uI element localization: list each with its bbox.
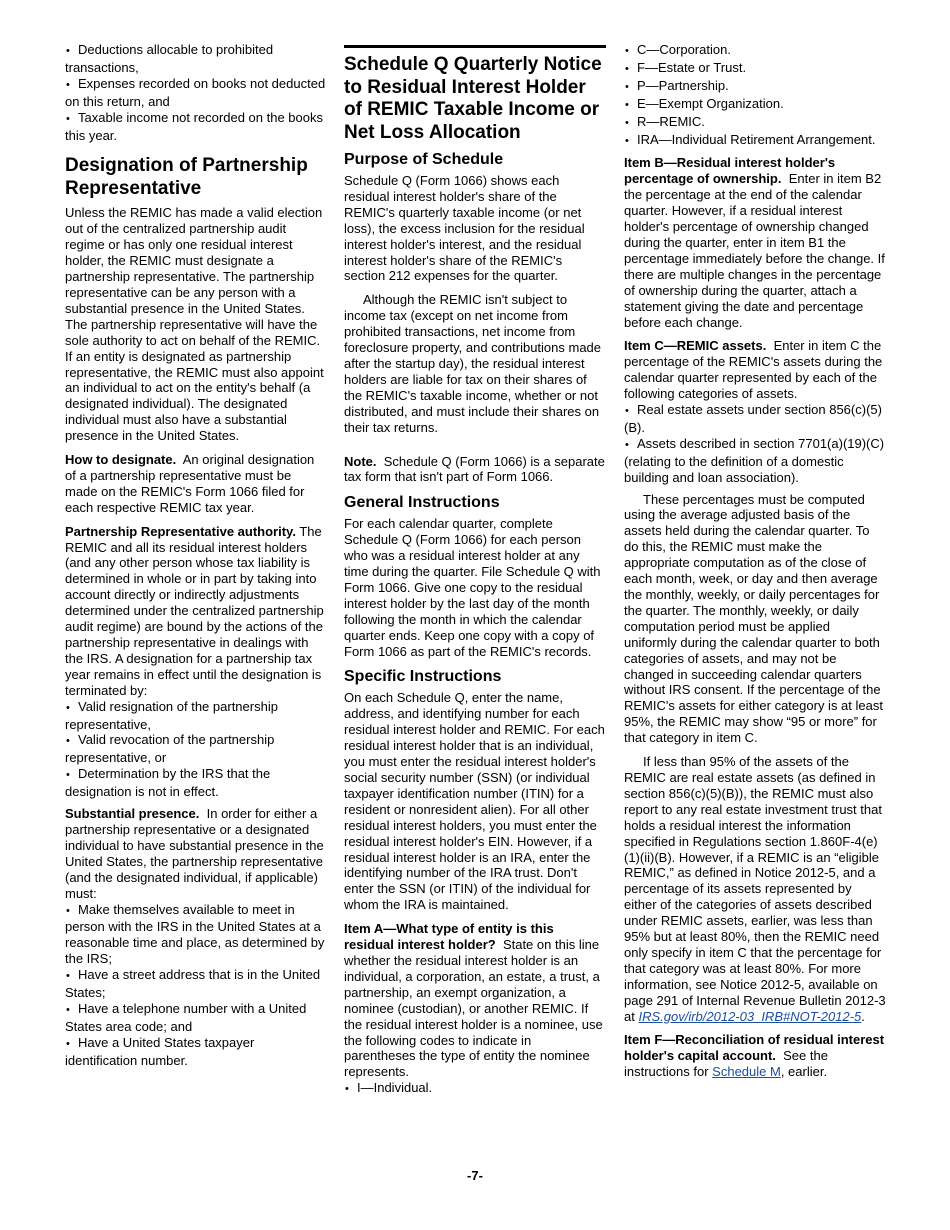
column-left bbox=[65, 42, 327, 1069]
run-in-heading: How to designate. bbox=[65, 452, 177, 468]
paragraph-authority bbox=[65, 524, 327, 699]
punctuation: , earlier. bbox=[780, 1064, 828, 1080]
bullet-item: • Real estate assets under section 856(c)(5)(B). bbox=[624, 402, 886, 436]
paragraph-text: State on this line whether the residual interest holder is an individual, a corporation, an estate, a trust, a partnership, an exempt organization, a nominee (custodian), or another REMIC. If the residual interest holder is a nominee, use the following codes to indicate in parentheses the type of entity the nominee represents. bbox=[344, 937, 603, 1080]
bullet-item: • Determination by the IRS that the designation is not in effect. bbox=[65, 766, 327, 800]
paragraph-purpose-tax: Although the REMIC isn't subject to income tax (except on net income from prohibited transactions, net income from foreclosure property, and contributions made after the startup day), the residual interest holders are liable for tax on their shares of the REMIC's taxable income, whether or not distributed, and must include their shares on their tax returns. bbox=[344, 292, 602, 435]
paragraph-computation: These percentages must be computed using the average adjusted basis of the assets held during the calendar quarter. To do this, the REMIC must make the appropriate computation as of the close of each month, week, or day and then average the monthly, weekly, or daily percentages for the quarter. The monthly, weekly, or daily computation period must be applied uniformly during the calendar quarter to both categories of assets, and may not be changed in succeeding calendar quarters without IRS consent. If the percentage of the REMIC's assets for either category is at least 95%, the REMIC may show “95 or more” for that category in item C. bbox=[624, 491, 883, 746]
heading-general-instructions: General Instructions bbox=[344, 494, 500, 512]
section-rule bbox=[344, 45, 606, 48]
paragraph-item-b bbox=[624, 155, 886, 330]
bullet-item: • R—REMIC. bbox=[624, 114, 886, 132]
paragraph-text: Enter in item C the percentage of the REMIC's assets during the calendar quarter represented by each of the following categories of assets. bbox=[624, 338, 883, 402]
bullet-item: • Valid resignation of the partnership representative, bbox=[65, 699, 327, 733]
run-in-heading: Substantial presence. bbox=[65, 806, 200, 822]
bullet-item: • Have a telephone number with a United States area code; and bbox=[65, 1001, 327, 1035]
bullet-item: • P—Partnership. bbox=[624, 78, 886, 96]
paragraph-text: If less than 95% of the assets of the REMIC are real estate assets (as defined in section 856(c)(5)(B)), the REMIC must also report to any real estate investment trust that holds a residual interest the information specified in Regulations section 1.860F-4(e)(1)(ii)(B). However, if a REMIC is an “eligible REMIC,” as defined in Notice 2012-5, and a percentage of its assets represented by either of the categories of assets described under REMIC assets, earlier, was less than 95% but at least 80%, then the REMIC need only specify in item C that the percentage for that category was at least 80%. For more information, see Notice 2012-5, available on page 291 of Internal Revenue Bulletin 2012-3 at bbox=[624, 754, 886, 1024]
schedule-m-link[interactable]: Schedule M bbox=[712, 1064, 781, 1080]
bullet-item: • Have a United States taxpayer identification number. bbox=[65, 1035, 327, 1069]
bullet-item: • E—Exempt Organization. bbox=[624, 96, 886, 114]
heading-purpose: Purpose of Schedule bbox=[344, 151, 504, 168]
bullet-item: • Make themselves available to meet in person with the IRS in the United States at a reasonable time and place, as determined by the IRS; bbox=[65, 902, 327, 968]
bullet-item: • Taxable income not recorded on the books this year. bbox=[65, 110, 327, 144]
schedule-q-title: Schedule Q Quarterly Notice to Residual Interest Holder of REMIC Taxable Income or Net Loss Allocation bbox=[344, 54, 602, 143]
paragraph-item-c bbox=[624, 338, 886, 402]
paragraph-specific: On each Schedule Q, enter the name, address, and identifying number for each residual interest holder and REMIC. For each residual interest holder that is an individual, you must enter the residual interest holder's social security number (SSN) (or individual taxpayer identification number (ITIN) for a resident or nonresident alien). For all other residual interest holders, you must enter the residual interest holder's EIN. However, if a residual interest holder is an IRA, enter the identifying number of the IRA trust. Don't enter the SSN (or ITIN) of the individual for whom the IRA is maintained. bbox=[344, 690, 605, 913]
paragraph-text: See the instructions for bbox=[624, 1048, 828, 1080]
paragraph-text: The REMIC and all its residual interest holders (and any other person whose tax liability is determined in whole or in part by taking into account directly or indirectly adjustments determined under the centralized partnership audit regime) are bound by the actions of the partnership representative in dealings with the IRS. A designation for a partnership tax year remains in effect until the designation is terminated by: bbox=[65, 523, 324, 698]
paragraph-less-than-95 bbox=[624, 754, 886, 1024]
paragraph-text: An original designation of a partnership representative must be made on the REMIC's Form 1066 filed for each respective REMIC tax year. bbox=[65, 452, 315, 515]
bullet-item: • I—Individual. bbox=[344, 1080, 606, 1098]
run-in-heading: Note. bbox=[344, 453, 377, 469]
paragraph-general: For each calendar quarter, complete Schedule Q (Form 1066) for each person who was a residual interest holder at any time during the quarter. File Schedule Q with Form 1066. Give one copy to the residual interest holder by the last day of the month following the month in which the calendar quarter ends. Keep one copy with a copy of Form 1066 as part of the REMIC's records. bbox=[344, 516, 601, 659]
run-in-heading: Item A—What type of entity is this residual interest holder? bbox=[344, 921, 554, 953]
paragraph-item-a bbox=[344, 921, 606, 1080]
bullet-item: • F—Estate or Trust. bbox=[624, 60, 886, 78]
paragraph-item-f bbox=[624, 1032, 886, 1080]
section-heading-partnership-representative: Designation of Partnership Representative bbox=[65, 155, 308, 199]
punctuation: . bbox=[861, 1008, 865, 1024]
bullet-item: • Assets described in section 7701(a)(19)(C) (relating to the definition of a domestic building and loan association). bbox=[624, 436, 886, 486]
bullet-item: • Have a street address that is in the United States; bbox=[65, 967, 327, 1001]
run-in-heading: Item F—Reconciliation of residual interest holder's capital account. bbox=[624, 1032, 885, 1064]
page-number: -7- bbox=[467, 1168, 483, 1183]
run-in-heading: Item B—Residual interest holder's percentage of ownership. bbox=[624, 155, 836, 187]
column-middle bbox=[344, 42, 606, 1098]
bullet-item: • C—Corporation. bbox=[624, 42, 886, 60]
bullet-item: • Deductions allocable to prohibited transactions, bbox=[65, 42, 327, 76]
paragraph-text: Schedule Q (Form 1066) is a separate tax form that isn't part of Form 1066. bbox=[344, 453, 605, 485]
paragraph-substantial-presence bbox=[65, 806, 327, 901]
paragraph-text: In order for either a partnership representative or a designated individual to have substantial presence in the United States, the partnership representative (and the designated individual, if applicable) must: bbox=[65, 806, 324, 901]
bullet-item: • Valid revocation of the partnership representative, or bbox=[65, 732, 327, 766]
bullet-item: • Expenses recorded on books not deducted on this return, and bbox=[65, 76, 327, 110]
irb-notice-link[interactable]: IRS.gov/irb/2012-03_IRB#NOT-2012-5 bbox=[638, 1008, 862, 1024]
run-in-heading: Partnership Representative authority. bbox=[65, 523, 296, 539]
bullet-item: • IRA—Individual Retirement Arrangement. bbox=[624, 132, 886, 150]
column-right bbox=[624, 42, 886, 1088]
heading-specific-instructions: Specific Instructions bbox=[344, 668, 502, 686]
paragraph-text: Enter in item B2 the percentage at the end of the calendar quarter. However, if a residual interest holder's percentage of ownership changed during the quarter, enter in item B1 the percentage immediately before the change. If there are multiple changes in the percentage of ownership during the quarter, attach a statement giving the date and percentage before each change. bbox=[624, 171, 885, 330]
run-in-heading: Item C—REMIC assets. bbox=[624, 338, 767, 354]
paragraph-purpose: Schedule Q (Form 1066) shows each residual interest holder's share of the REMIC's quarterly taxable income (or net loss), the excess inclusion for the residual interest holder's interest, and the residual interest holder's share of the REMIC's section 212 expenses for the quarter. bbox=[344, 173, 585, 284]
paragraph-how-to-designate bbox=[65, 452, 327, 516]
paragraph-intro: Unless the REMIC has made a valid election out of the centralized partnership audit regime or has only one residual interest holder, the REMIC must designate a partnership representative. The partnership representative can be any person with a substantial presence in the United States. The partnership representative will have the sole authority to act on behalf of the REMIC. If an entity is designated as partnership representative, the REMIC must also appoint an individual to act on the entity's behalf (a designated individual). The designated individual must also have a substantial presence in the United States. bbox=[65, 205, 324, 444]
paragraph-note bbox=[344, 454, 606, 486]
